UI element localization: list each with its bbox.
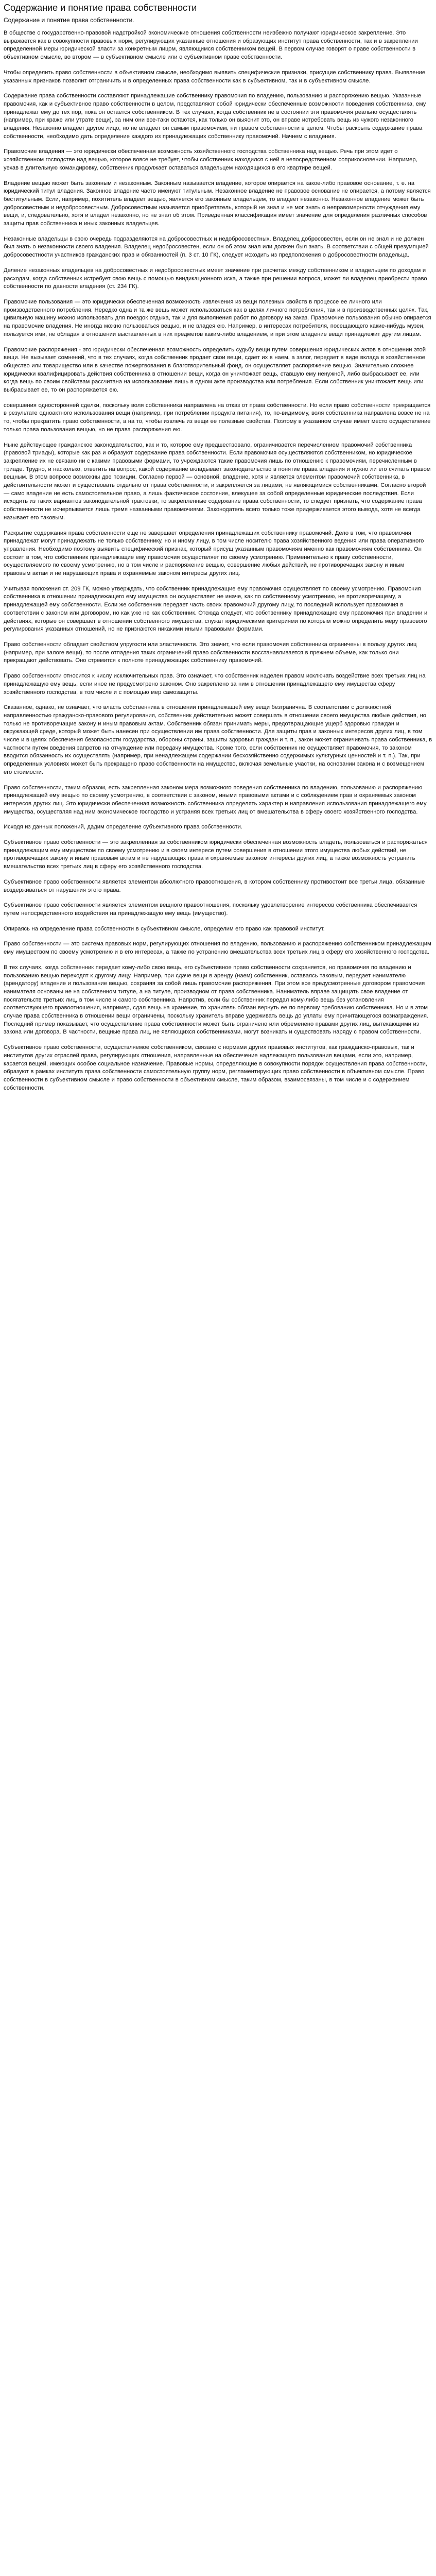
- paragraph: Субъективное право собственности является элементом абсолютного правоотношения, в котором собственнику противостоит все третьи лица, обязанные воздерживаться от нарушения этого права.: [4, 878, 425, 893]
- paragraph: Чтобы определить право собственности в объективном смысле, необходимо выявить специфические признаки, присущие собственнику права. Выявление указанных признаков позволит отграничить и в определенных права собственности как в субъективном, так и в субъективном смысле.: [4, 69, 426, 84]
- paragraph: Содержание права собственности составляют принадлежащие собственнику правомочия по владению, пользованию и распоряжению вещью. Указанные правомочия, как и субъективное право собственности в целом, представляют собой юридически обеспеченные возможности поведения собственника, ему принадлежат ему до тех пор, пока он остается собственником. В тех случаях, когда собственник не в состоянии эти правомочия реально осуществлять (например, при краже или утрате вещи), за ним они все-таки остаются, как только он выяснит это, он вправе истребовать вещь из чужого незаконного владения. Незаконно владеет другое лицо, но не владеет он самым правомочием, ни правом собственности в целом. Чтобы раскрыть содержание права собственности, необходимо дать определение каждого из принадлежащих собственнику правомочий. Начнем с владения.: [4, 93, 426, 140]
- paragraph: Правомочие владения — это юридически обеспеченная возможность хозяйственного господства собственника над вещью. Речь при этом идет о хозяйственном господстве над вещью, которое вовсе не требует, чтобы собственник находился с ней в непосредственном соприкосновении. Например, уехав в длительную командировку, собственник продолжает оставаться владельцем находящихся в его квартире вещей.: [4, 148, 417, 171]
- paragraph: Раскрытие содержания права собственности еще не завершает определения принадлежащих собственнику правомочий. Дело в том, что правомочия принадлежат могут принадлежать не только собственнику, но и иному лицу, в том числе носителю права хозяйственного ведения или права оперативного управления. Необходимо поэтому выявить специфический признак, который присущ указанным правомочиям именно как правомочиям собственника. Он состоит в том, что собственник принадлежащие ему правомочия осуществляет по своему усмотрению. Применительно к праву собственности, осуществляемого по своему усмотрению, но в том числе и распоряжение вещью, совершение любых действий, не противоречащих закону и иным правовым актам и не нарушающих права и охраняемые законом интересы других лиц.: [4, 530, 424, 577]
- paragraph: Субъективное право собственности — это закрепленная за собственником юридически обеспеченная возможность владеть, пользоваться и распоряжаться принадлежащим ему имуществом по своему усмотрению и в своем интересе путем совершения в отношении этого имущества любых действий, не противоречащих закону и иным правовым актам и не нарушающих права и охраняемые законом интересы других лиц, а также возможность устранить вмешательство всех третьих лиц в сферу его хозяйственного господства.: [4, 839, 428, 870]
- paragraph: Субъективное право собственности, осуществляемое собственником, связано с нормами других правовых институтов, как гражданско-правовых, так и институтов других отраслей права, регулирующих отношения, направленные на обеспечение надлежащего пользования вещами, если это, например, касается вещей, имеющих особое социальное назначение. Правовые нормы, определяющие в совокупности порядок осуществления права собственности, образуют в рамках института права собственности самостоятельную группу норм, регламентирующих право собственности в объективном смысле. Право собственности в субъективном смысле и право собственности в объективном смысле, таким образом, взаимосвязаны, в том числе и с содержанием собственности.: [4, 1044, 427, 1091]
- paragraph: В обществе с государственно-правовой надстройкой экономические отношения собственности неизбежно получают юридическое закрепление. Это выражается как в совокупности правовых норм, регулирующих указанные отношения и образующих институт права собственности, так и в закреплении определенной меры юридической власти за конкретным лицом, являющимся собственником вещей. В первом случае говорят о праве собственности в объективном смысле, во втором — в субъективном смысле или о субъективном праве собственности.: [4, 30, 418, 61]
- paragraph: Деление незаконных владельцев на добросовестных и недобросовестных имеет значение при расчетах между собственником и владельцем по доходам и расходам, когда собственник истребует свою вещь с помощью виндикационного иска, а также при решении вопроса, может ли владелец приобрести право собственности по давности владения (ст. 234 ГК).: [4, 267, 427, 290]
- paragraph: Незаконные владельцы в свою очередь подразделяются на добросовестных и недобросовестных. Владелец добросовестен, если он не знал и не должен был знать о незаконности своего владения. Владелец недобросовестен, если он об этом знал или должен был знать. В соответствии с общей презумпцией добросовестности участников гражданских прав и обязанностей (п. 3 ст. 10 ГК), следует исходить из предположения о добросовестности владельца.: [4, 235, 429, 259]
- paragraph: Правомочие распоряжения - это юридически обеспеченная возможность определить судьбу вещи путем совершения юридических актов в отношении этой вещи. Не вызывает сомнений, что в тех случаях, когда собственник продает свои вещи, сдает их в наем, а залог, передает в виде вклада в хозяйственное общество или товарищество или в качестве пожертвования в благотворительный фонд, он осуществляет распоряжение вещью. Значительно сложнее юридически квалифицировать действия собственника в отношении вещи, когда он уничтожает вещь, ставшую ему ненужной, либо выбрасывает ее, или когда вещь по своим свойствам рассчитана на использование лишь в одном акте производства или потребления. Если собственник уничтожает вещь или выбрасывает ее, то он распоряжается ею.: [4, 346, 426, 394]
- paragraph: Право собственности — это система правовых норм, регулирующих отношения по владению, пользованию и распоряжению собственником принадлежащим ему имуществом по своему усмотрению и в его интересах, а также по устранению вмешательства всех третьих лиц в сферу его хозяйственного господства.: [4, 941, 431, 956]
- paragraph: Исходя из данных положений, дадим определение субъективного права собственности.: [4, 824, 242, 831]
- document-body: [4, 29, 433, 1092]
- paragraph: Право собственности относится к числу исключительных прав. Это означает, что собственник наделен правом исключать воздействие всех третьих лиц на принадлежащую ему вещь, если иное не предусмотрено законом. Оно закреплено за ним в отношении принадлежащего ему имущества сферу хозяйственного господства, в том числе и с помощью мер самозащиты.: [4, 673, 426, 696]
- paragraph: В тех случаях, когда собственник передает кому-либо свою вещь, его субъективное право собственности сохраняется, но правомочия по владению и пользованию вещью переходят к другому лицу. Например, при сдаче вещи в аренду (наем) собственник, оставаясь таковым, передает нанимателю (арендатору) владение и пользование вещью, сохраняя за собой лишь правомочие распоряжения. При этом все предусмотренные договором правомочия нанимателя основаны не на собственном титуле, а на титуле, производном от права собственника. Наниматель вправе защищать свое владение от посягательств третьих лиц, в том числе и самого собственника. Напротив, если бы собственник передал кому-либо вещь без установления соответствующего правоотношения, например, сдал вещь на хранение, то хранитель обязан вернуть ее по первому требованию собственника. Но и в этом случае права собственника в отношении вещи ограничены, поскольку хранитель вправе удерживать вещь до уплаты ему причитающегося вознаграждения. Последний пример показывает, что осуществление права собственности может быть ограничено или обременено правами других лиц, вытекающими из закона или договора. В частности, вещные права лиц, не являющихся собственниками, могут возникать и существовать наряду с правом собственности.: [4, 964, 429, 1036]
- paragraph: совершения односторонней сделки, поскольку воля собственника направлена на отказ от права собственности. Но если право собственности прекращается в результате одноактного использования вещи (например, при потреблении продукта питания), то, по-видимому, воля собственника направлена вовсе не на то, чтобы прекратить право собственности, а на то, чтобы извлечь из вещи ее полезные свойства. Поэтому в указанном случае имеет место осуществление только права пользования вещью, но не права распоряжения ею.: [4, 402, 431, 433]
- paragraph: Опираясь на определение права собственности в субъективном смысле, определим его право как правовой институт.: [4, 925, 325, 932]
- paragraph: Правомочие пользования — это юридически обеспеченная возможность извлечения из вещи полезных свойств в процессе ее личного или производственного потребления. Нередко одна и та же вещь может использоваться как в целях личного потребления, так и в производственных целях. Так, цивильную машину можно использовать для поездок отдыха, так и для выполнения работ по договору на заказ. Правомочие пользования обычно опирается на правомочие владения. Не иногда можно пользоваться вещью, и не владея ею. Например, в интересах потребителя, посещающего какие-нибудь музеи, пользуется ими, не обладая в отношении выставленных в них предметов каким-либо владением, и при этом владение вещи принадлежит другим лицам.: [4, 298, 431, 337]
- paragraph: Ныне действующее гражданское законодательство, как и то, которое ему предшествовало, ограничивается перечислением правомочий собственника (правовой триады), которые как раз и образуют содержание права собственности. Если правомочия осуществляются собственником, но юридическое закрепление их не связано ни с какими правовыми формами, то учреждаются такие правомочия лишь по отношению к правомочиям, перечисленным в триаде. Трудно, и насколько, ответить на вопрос, какой содержание вкладывает законодательство в понятие права владения и нужно ли его считать правом вещным. В этом вопросе возможны две позиции. Согласно первой — основной, владение, хотя и является элементом правомочий собственника, в действительности может и существовать отдельно от права собственности, и закрепляется за лицами, не являющимися собственниками. Согласно второй — само владение не есть самостоятельное право, а лишь фактическое состояние, влекущее за собой определенные юридические последствия. Если исходить из таких вариантов законодательной трактовки, то закрепленные содержание права собственности, то следует признать, что содержание права собственности не исчерпывается лишь тремя названными правомочиями. Законодатель всего только тоже придерживается этого вывода, хотя не всегда называет его таковым.: [4, 442, 431, 521]
- page-subtitle: Содержание и понятие права собственности.: [4, 16, 134, 24]
- page-title: Содержание и понятие права собственности: [4, 3, 197, 13]
- paragraph: Право собственности обладает свойством упругости или эластичности. Это значит, что если правомочия собственника ограничены в пользу других лиц (например, при залоге вещи), то после отпадения таких ограничений право собственности восстанавливается в прежнем объеме, как только они прекращают действовать. Оно стремится к полноте принадлежащих собственнику правомочий.: [4, 641, 417, 664]
- paragraph: Учитывая положения ст. 209 ГК, можно утверждать, что собственник принадлежащие ему правомочия осуществляет по своему усмотрению. Правомочия собственника в отношении принадлежащего ему имущества он осуществляет не иначе, как по собственному усмотрению, не противоречащему, а принадлежащей ему собственности. Если же собственник передает часть своих правомочий другому лицу, то последний использует правомочия в соответствии с законом или договором, но как уже не как собственник. Отсюда следует, что собственнику принадлежащие ему правомочия при владении и действиях, которые он совершает в отношении собственного имущества, служат юридическими критериями по которым можно определить меру правового регулирования указанных отношений, но не признаются никакими иными правовыми формами.: [4, 585, 428, 633]
- paragraph: Сказанное, однако, не означает, что власть собственника в отношении принадлежащей ему вещи безгранична. В соответствии с должностной направленностью гражданско-правового регулирования, собственник действительно может совершать в отношении своего имущества любые действия, но только не противоречащие закону и иным правовым актам. Собственник обязан принимать меры, предотвращающие ущерб здоровью граждан и окружающей среде, который может быть нанесен при осуществлении им права собственности. Для защиты прав и законных интересов других лиц, в том числе и в целях обеспечения безопасности государства, обороны страны, защиты здоровья граждан и т. п., закон может ограничивать права собственника, в частности путем введения запретов на отчуждение или передачу имущества. Кроме того, если собственник не осуществляет правомочия, то законом вводится обязанность их осуществлять (например, при ненадлежащем содержании бесхозяйственно содержимых культурных ценностей и т. п.). Так, при определенных условиях может быть прекращено право собственности на имущество, включая земельные участки, на основании закона и с возмещением его стоимости.: [4, 704, 432, 775]
- paragraph: Право собственности, таким образом, есть закрепленная законом мера возможного поведения собственника по владению, пользованию и распоряжению принадлежащей ему вещью по своему усмотрению, в соответствии с законом, иными правовыми актами и с соблюдением прав и охраняемых законом интересов других лиц. Это юридически обеспеченная возможность собственника определять характер и направления использования принадлежащего ему имущества, осуществляя над ним экономическое господство и устраняя всех третьих лиц от вмешательства в сферу своего хозяйственного господства.: [4, 784, 427, 815]
- paragraph: Владение вещью может быть законным и незаконным. Законным называется владение, которое опирается на какое-либо правовое основание, т. е. на юридический титул владения. Законное владение часто именуют титульным. Незаконное владение не правовое основание не опирается, а потому является беститульным. Если, например, похититель владеет вещью, является его законным владельцем, то владеет незаконно. Незаконное владение может быть добросовестным и недобросовестным. Добросовестным называется приобретатель, который не знал и не мог знать о неправомерности отчуждения ему вещи, и, следовательно, хотя и владел незаконно, но не знал об этом. Приведенная классификация имеет значение для определения различных способов защиты прав собственника и иных законных владельцев.: [4, 180, 431, 227]
- paragraph: Субъективное право собственности является элементом вещного правоотношения, поскольку удовлетворение интересов собственника обеспечивается путем непосредственного воздействия на принадлежащую ему вещь (имущество).: [4, 902, 417, 917]
